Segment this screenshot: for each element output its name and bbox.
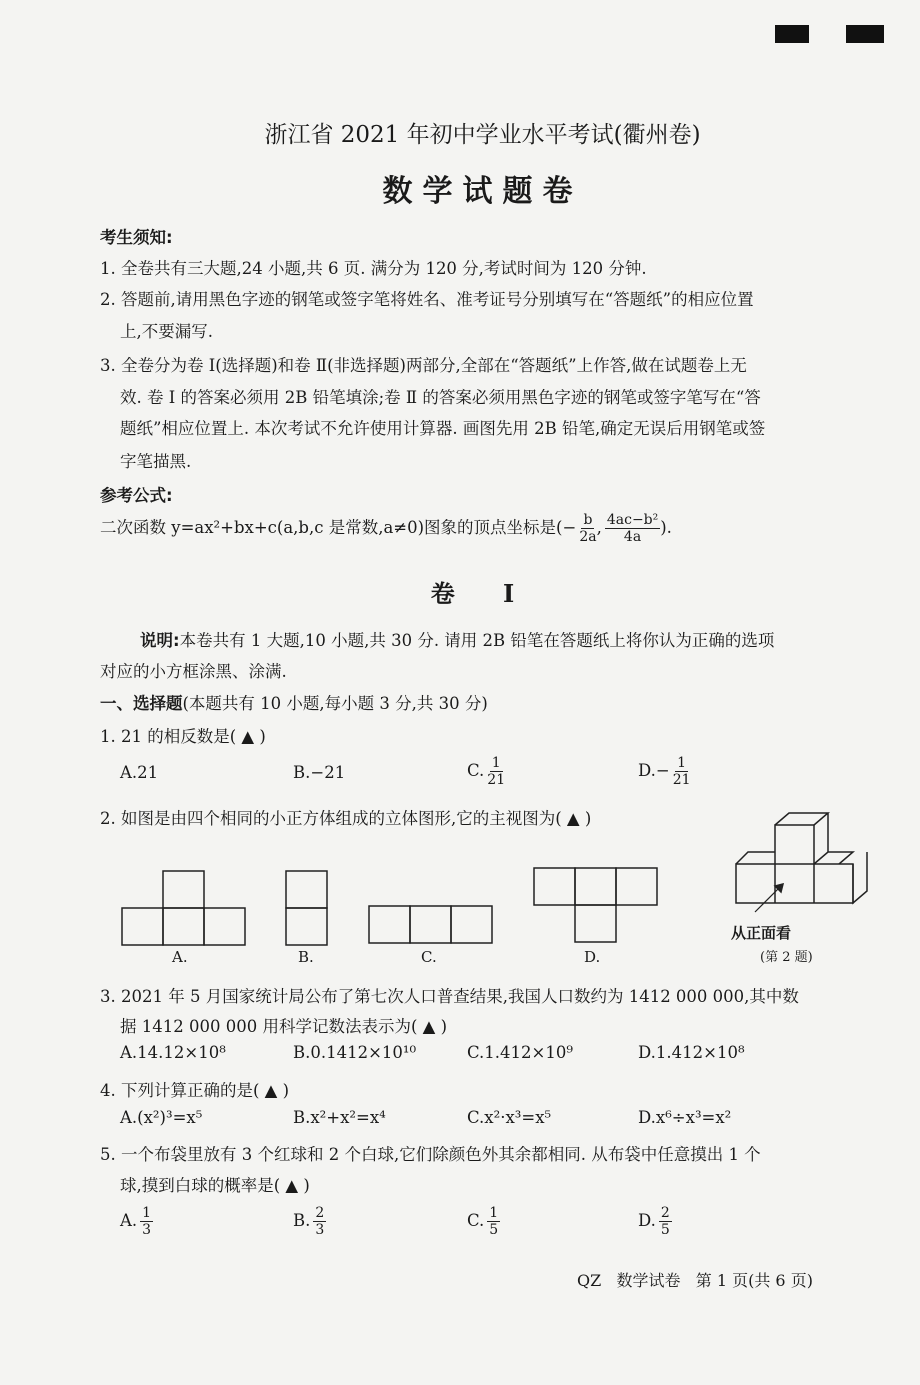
q5-option-b: B. $\frac{2}{3}$ [293, 1205, 325, 1238]
notice-line: 效. 卷 Ⅰ 的答案必须用 2B 铅笔填涂;卷 Ⅱ 的答案必须用黑色字迹的钢笔或签字笔写在“答 [120, 388, 761, 407]
part-desc: (本题共有 10 小题,每小题 3 分,共 30 分) [182, 694, 488, 713]
denominator: 2a [579, 529, 597, 545]
numerator: b [583, 512, 593, 528]
exam-title: 浙江省 2021 年初中学业水平考试(衢州卷) [264, 122, 701, 148]
question-2-stem: 2. 如图是由四个相同的小正方体组成的立体图形,它的主视图为( ▲ ) [100, 809, 592, 828]
q3-option-c: C.1.412×10⁹ [467, 1043, 573, 1062]
registration-mark [846, 25, 884, 43]
fraction [605, 512, 660, 545]
solid-figure [736, 813, 867, 912]
option-b-view [286, 871, 327, 945]
q1-option-c: C. $\frac{1}{21}$ [467, 755, 506, 788]
q5-option-a: A. $\frac{1}{3}$ [120, 1205, 152, 1238]
q1-option-d: D.− $\frac{1}{21}$ [638, 755, 691, 788]
q4-option-d: D.x⁶÷x³=x² [638, 1108, 732, 1127]
note-text: 对应的小方框涂黑、涂满. [100, 662, 287, 681]
fraction [579, 512, 596, 545]
notice-line: 上,不要漏写. [120, 322, 213, 341]
notice-line: 3. 全卷分为卷 Ⅰ(选择题)和卷 Ⅱ(非选择题)两部分,全部在“答题纸”上作答,做在试题卷上无 [100, 356, 747, 375]
question-4-stem: 4. 下列计算正确的是( ▲ ) [100, 1081, 290, 1100]
question-1-stem: 1. 21 的相反数是( ▲ ) [100, 727, 266, 746]
q3-option-a: A.14.12×10⁸ [120, 1043, 226, 1062]
paper-title: 数学试题卷 [382, 174, 583, 209]
q2-label-d: D. [584, 948, 601, 966]
question-3-stem: 3. 2021 年 5 月国家统计局公布了第七次人口普查结果,我国人口数约为 1412 000 000,其中数 [100, 987, 799, 1006]
section-title: 卷 Ⅰ [430, 579, 535, 608]
q4-option-a: A.(x²)³=x⁵ [120, 1108, 203, 1127]
q5-option-d: D. $\frac{2}{5}$ [638, 1205, 670, 1238]
formula-heading: 参考公式: [100, 486, 173, 505]
notice-heading: 考生须知: [100, 228, 173, 247]
notice-line: 2. 答题前,请用黑色字迹的钢笔或签字笔将姓名、准考证号分别填写在“答题纸”的相应位置 [100, 290, 754, 309]
option-c-view [369, 906, 492, 943]
q3-option-d: D.1.412×10⁸ [638, 1043, 745, 1062]
registration-mark [775, 25, 809, 43]
question-5-stem-cont: 球,摸到白球的概率是( ▲ ) [120, 1176, 310, 1195]
q4-option-c: C.x²·x³=x⁵ [467, 1108, 552, 1127]
q1-option-a: A.21 [120, 763, 159, 782]
option-d-view [534, 868, 657, 942]
question-5-stem: 5. 一个布袋里放有 3 个红球和 2 个白球,它们除颜色外其余都相同. 从布袋中任意摸出 1 个 [100, 1145, 761, 1164]
q4-option-b: B.x²+x²=x⁴ [293, 1108, 386, 1127]
q2-label-a: A. [172, 948, 188, 966]
notice-line: 1. 全卷共有三大题,24 小题,共 6 页. 满分为 120 分,考试时间为 120 分钟. [100, 259, 647, 278]
q2-label-b: B. [298, 948, 314, 966]
q2-label-c: C. [421, 948, 437, 966]
q3-option-b: B.0.1412×10¹⁰ [293, 1043, 417, 1062]
part-label: 一、选择题 [100, 694, 183, 713]
formula-end: ). [660, 518, 672, 537]
formula-text: 二次函数 y=ax²+bx+c(a,b,c 是常数,a≠0)图象的顶点坐标是(− [100, 518, 577, 537]
notice-line: 题纸”相应位置上. 本次考试不允许使用计算器. 画图先用 2B 铅笔,确定无误后用钢笔或签 [120, 419, 766, 438]
separator: , [596, 518, 602, 537]
note-label: 说明: [140, 631, 180, 650]
q2-figure-label: 从正面看 [731, 924, 792, 942]
formula-line [100, 512, 672, 545]
denominator: 4a [623, 529, 642, 545]
question-3-stem-cont: 据 1412 000 000 用科学记数法表示为( ▲ ) [120, 1017, 448, 1036]
option-a-view [122, 871, 245, 945]
numerator: 4ac−b² [606, 512, 659, 528]
page-footer: QZ 数学试卷 第 1 页(共 6 页) [577, 1271, 813, 1290]
note-text: 本卷共有 1 大题,10 小题,共 30 分. 请用 2B 铅笔在答题纸上将你认为正确的选项 [179, 631, 775, 650]
notice-line: 字笔描黑. [120, 452, 192, 471]
q5-option-c: C. $\frac{1}{5}$ [467, 1205, 499, 1238]
q2-figure-caption: (第 2 题) [760, 950, 813, 965]
q1-option-b: B.−21 [293, 763, 346, 782]
